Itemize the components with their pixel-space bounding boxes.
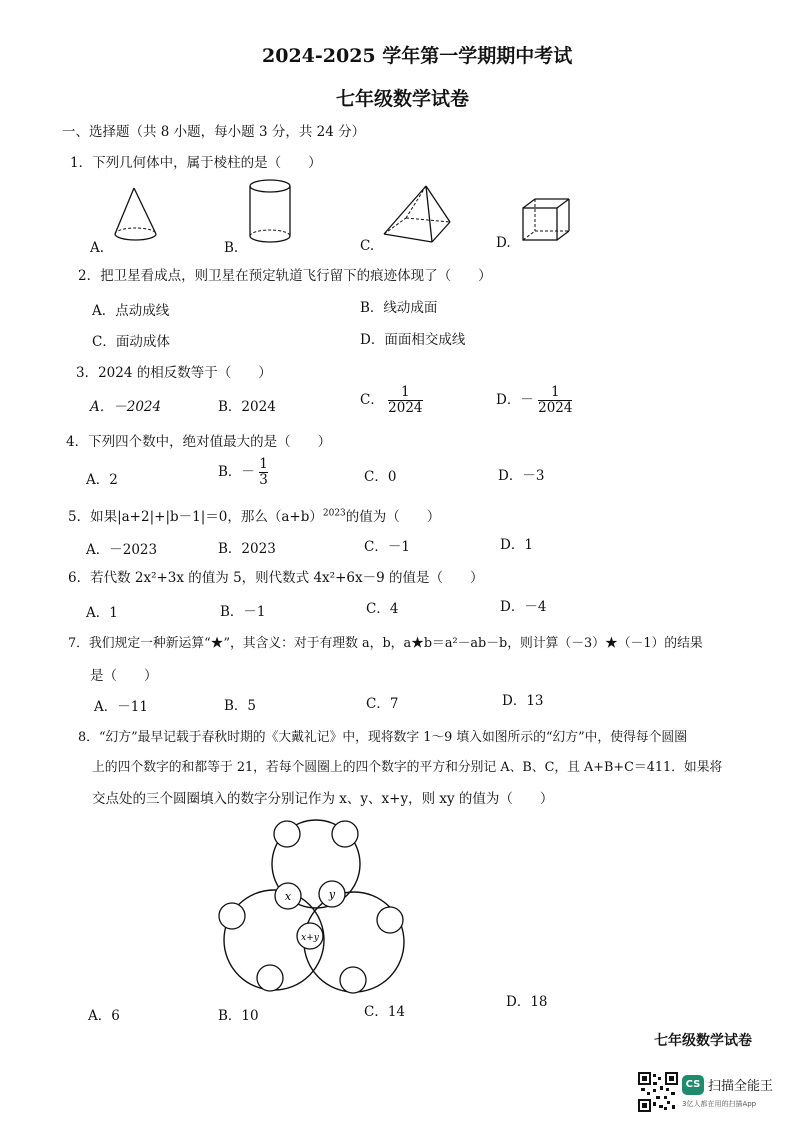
- question-3-stem: 3．2024 的相反数等于（ ）: [76, 365, 272, 381]
- fraction-numerator: 1: [401, 384, 410, 400]
- camscanner-name: 扫描全能王: [708, 1079, 774, 1094]
- q1-option-a: A.: [90, 240, 105, 256]
- q2-option-c: C．面动成体: [92, 334, 170, 350]
- q6-option-b: B．－1: [220, 604, 266, 620]
- camscanner-tagline: 3亿人都在用的扫描App: [682, 1100, 757, 1108]
- q4-option-b-label: B．: [218, 463, 242, 480]
- fraction: [388, 385, 422, 416]
- q4-option-c: C．0: [364, 469, 397, 485]
- question-5-stem-main: 5．如果|a+2|+|b－1|＝0，那么（a+b）: [68, 509, 323, 525]
- question-8-stem-line3: 交点处的三个圆圈填入的数字分别记作为 x、y、x+y，则 xy 的值为（ ）: [92, 791, 554, 807]
- q4-option-d: D．－3: [498, 468, 545, 484]
- question-8-stem-line2: 上的四个数字的和都等于 21，若每个圆圈上的四个数字的平方和分别记 A、B、C，且 A+B+C＝411．如果将: [92, 760, 723, 775]
- q5-option-a: A．－2023: [86, 542, 158, 558]
- question-7-stem-line1: 7．我们规定一种新运算“★”，其含义：对于有理数 a，b，a★b＝a²－ab－b，则计算（－3）★（－1）的结果: [68, 636, 703, 651]
- q3-option-c-label: C．: [360, 391, 384, 408]
- cube-figure: [520, 197, 572, 243]
- q4-option-b: [218, 457, 268, 488]
- negative-sign: －: [241, 463, 255, 480]
- q3-option-b: B．2024: [218, 399, 276, 415]
- q5-option-d: D．1: [500, 537, 533, 553]
- node-right: [377, 907, 403, 933]
- fraction-denominator: 2024: [538, 399, 573, 416]
- question-7-stem-line2: 是（ ）: [90, 668, 158, 684]
- q3-option-a: A．－2024: [90, 399, 162, 415]
- cone-figure: [110, 186, 162, 246]
- q3-option-d: [496, 385, 572, 416]
- node-top-right: [332, 821, 358, 847]
- q7-option-d: D．13: [502, 693, 544, 709]
- q4-option-a: A．2: [86, 472, 118, 488]
- pyramid-figure: [380, 184, 454, 246]
- q1-option-c: C.: [360, 238, 375, 254]
- label-x: x: [284, 890, 292, 903]
- exam-subtitle: 七年级数学试卷: [336, 88, 470, 110]
- q8-option-d: D．18: [506, 994, 548, 1010]
- q2-option-d: D．面面相交成线: [360, 332, 466, 348]
- q2-option-b: B．线动成面: [360, 300, 438, 316]
- question-2-stem: 2．把卫星看成点，则卫星在预定轨道飞行留下的痕迹体现了（ ）: [78, 268, 492, 284]
- page-footer: 七年级数学试卷: [654, 1033, 752, 1049]
- fraction-denominator: 3: [259, 471, 268, 488]
- qr-code-icon: [638, 1072, 678, 1112]
- magic-circle-diagram: [210, 812, 430, 1004]
- exam-title: 2024-2025 学年第一学期期中考试: [262, 45, 573, 67]
- q7-option-c: C．7: [366, 696, 399, 712]
- fraction-numerator: 1: [551, 384, 560, 400]
- fraction: [538, 385, 572, 416]
- node-bottom-right: [340, 967, 366, 993]
- question-4-stem: 4．下列四个数中，绝对值最大的是（ ）: [66, 434, 332, 450]
- q8-option-b: B．10: [218, 1008, 259, 1024]
- cylinder-figure: [246, 178, 294, 248]
- q1-option-d: D.: [496, 235, 511, 251]
- q7-option-b: B．5: [224, 698, 257, 714]
- q2-option-a: A．点动成线: [92, 303, 170, 319]
- question-5-stem: [68, 505, 440, 525]
- q3-option-c: [360, 385, 423, 416]
- q5-option-b: B．2023: [218, 541, 276, 557]
- q8-option-a: A．6: [88, 1008, 120, 1024]
- q1-option-b: B.: [224, 240, 239, 256]
- section-heading: 一、选择题（共 8 小题，每小题 3 分，共 24 分）: [62, 124, 366, 140]
- exponent: 2023: [322, 508, 346, 519]
- node-left: [219, 903, 245, 929]
- node-bottom-left: [257, 965, 283, 991]
- q6-option-c: C．4: [366, 601, 399, 617]
- node-top-left: [274, 821, 300, 847]
- label-y: y: [328, 888, 336, 901]
- question-5-stem-tail: 的值为（ ）: [345, 509, 441, 525]
- negative-sign: －: [520, 391, 534, 408]
- fraction-denominator: 2024: [388, 399, 423, 416]
- q7-option-a: A．－11: [94, 699, 148, 715]
- q5-option-c: C．－1: [364, 539, 410, 555]
- q6-option-d: D．－4: [500, 599, 547, 615]
- label-x-plus-y: x+y: [301, 933, 319, 943]
- q6-option-a: A．1: [86, 605, 118, 621]
- camscanner-logo-icon: CS: [682, 1075, 704, 1095]
- question-1-stem: 1．下列几何体中，属于棱柱的是（ ）: [70, 155, 322, 171]
- q3-option-d-label: D．: [496, 391, 521, 408]
- fraction: [259, 457, 268, 488]
- question-8-stem-line1: 8．“幻方”最早记载于春秋时期的《大戴礼记》中，现将数字 1～9 填入如图所示的“幻方”中，使得每个圆圈: [78, 730, 687, 745]
- question-6-stem: 6．若代数 2x²+3x 的值为 5，则代数式 4x²+6x－9 的值是（ ）: [68, 570, 484, 586]
- q8-option-c: C．14: [364, 1004, 406, 1020]
- fraction-numerator: 1: [259, 456, 268, 472]
